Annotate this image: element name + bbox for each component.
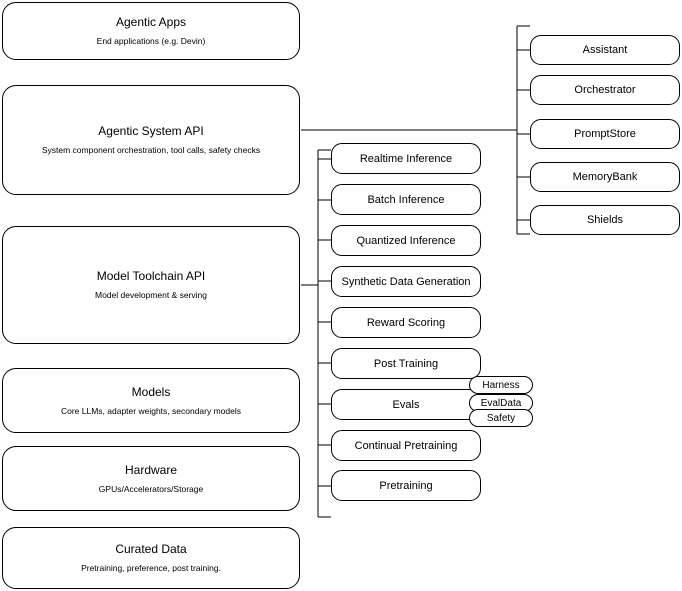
capability-realtime-inference[interactable] [331, 143, 481, 174]
component-label: Orchestrator [574, 84, 636, 96]
capability-continual-pretraining[interactable] [331, 430, 481, 461]
capability-label: Continual Pretraining [354, 439, 458, 452]
capability-post-training[interactable] [331, 348, 481, 379]
component-label: Shields [586, 214, 624, 226]
stack-layer-hardware[interactable] [2, 446, 300, 511]
capability-reward-scoring[interactable] [331, 307, 481, 338]
stack-layer-agentic-system-api[interactable] [2, 85, 300, 195]
stack-layer-models[interactable] [2, 368, 300, 433]
capability-label: Reward Scoring [366, 316, 446, 329]
layer-subtitle: Pretraining, preference, post training. [81, 563, 221, 573]
agentic-component-shields[interactable] [530, 205, 680, 235]
agentic-component-orchestrator[interactable] [530, 75, 680, 105]
layer-subtitle: Model development & serving [95, 290, 207, 300]
capability-label: Synthetic Data Generation [341, 275, 471, 288]
capability-label: Batch Inference [367, 193, 445, 206]
capability-synthetic-data-generation[interactable] [331, 266, 481, 297]
layer-subtitle: Core LLMs, adapter weights, secondary models [60, 405, 241, 416]
capability-evals[interactable] [331, 389, 481, 420]
capability-batch-inference[interactable] [331, 184, 481, 215]
agentic-component-memorybank[interactable] [530, 162, 680, 192]
eval-pill-label: Harness [482, 379, 520, 391]
agentic-component-promptstore[interactable] [530, 119, 680, 149]
layer-title: Agentic Apps [115, 15, 187, 29]
stack-layer-curated-data[interactable] [2, 527, 300, 589]
eval-pill-safety[interactable] [469, 409, 533, 427]
stack-layer-model-toolchain-api[interactable] [2, 226, 300, 344]
layer-title: Agentic System API [98, 124, 204, 138]
layer-title: Models [131, 384, 171, 399]
capability-quantized-inference[interactable] [331, 225, 481, 256]
layer-title: Hardware [124, 462, 178, 477]
eval-pill-harness[interactable] [469, 376, 533, 394]
capability-label: Realtime Inference [359, 152, 453, 165]
capability-label: Quantized Inference [356, 234, 456, 247]
component-label: Assistant [582, 44, 628, 56]
layer-title: Curated Data [115, 542, 187, 556]
capability-label: Evals [392, 398, 420, 411]
layer-subtitle: System component orchestration, tool calls, safety checks [41, 145, 261, 155]
stack-layer-agentic-apps[interactable] [2, 2, 300, 60]
capability-label: Post Training [373, 357, 439, 370]
component-label: MemoryBank [572, 171, 638, 183]
capability-pretraining[interactable] [331, 470, 481, 501]
eval-pill-label: EvalData [480, 397, 522, 409]
layer-subtitle: End applications (e.g. Devin) [96, 36, 206, 46]
agentic-component-assistant[interactable] [530, 35, 680, 65]
layer-subtitle: GPUs/Accelerators/Storage [98, 483, 204, 494]
layer-title: Model Toolchain API [96, 269, 206, 283]
eval-pill-label: Safety [486, 412, 516, 424]
capability-label: Pretraining [379, 479, 433, 492]
component-label: PromptStore [574, 128, 636, 140]
